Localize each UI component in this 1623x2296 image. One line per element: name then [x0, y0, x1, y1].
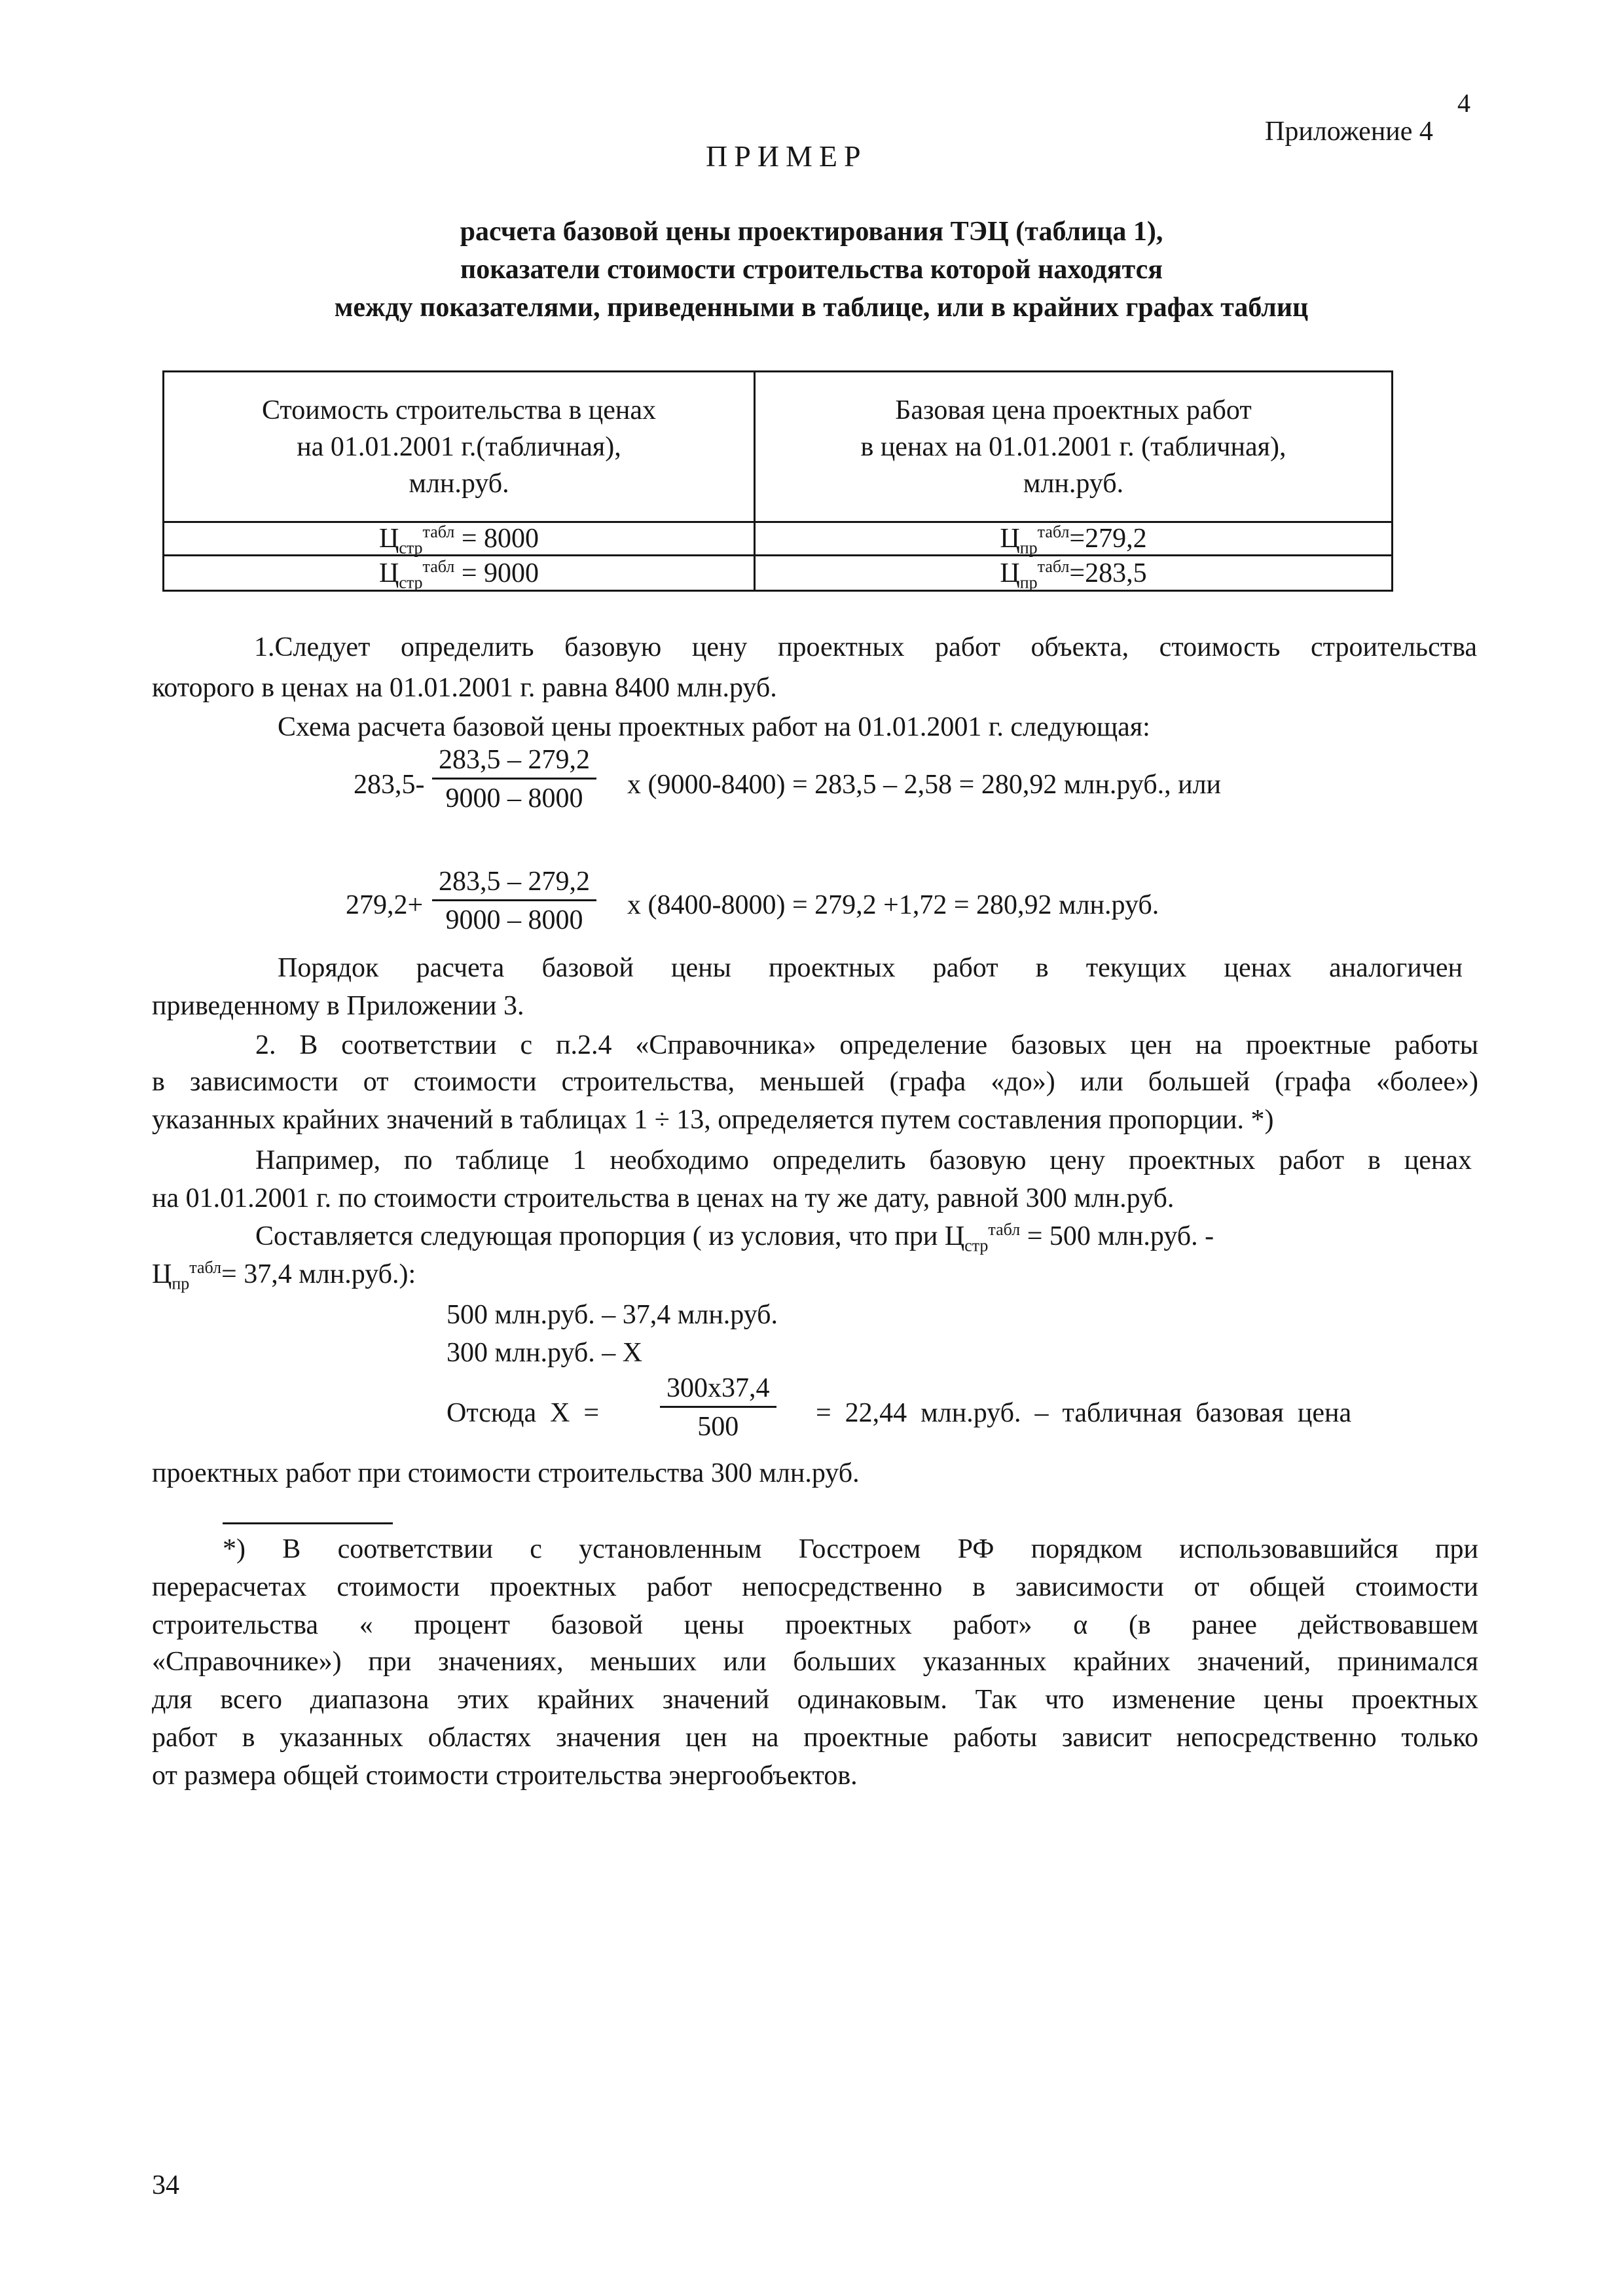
- paragraph-4-line-2: в зависимости от стоимости строительства, меньшей (графа «до») или большей (графа «более»): [152, 1067, 1478, 1097]
- subscript: пр: [172, 1274, 190, 1293]
- subtitle-line-1: расчета базовой цены проектирования ТЭЦ (таблица 1),: [460, 217, 1163, 247]
- page-title: ПРИМЕР: [706, 139, 867, 173]
- superscript: табл: [988, 1220, 1021, 1239]
- formula-3-result: = 22,44 млн.руб. – табличная базовая цена: [816, 1398, 1352, 1428]
- table-cell-cost: [164, 556, 755, 591]
- formula-2-numerator: 283,5 – 279,2: [432, 868, 596, 901]
- proportion-intro: Составляется следующая пропорция ( из условия, что при Ц: [255, 1221, 965, 1251]
- paragraph-6-line-2: [152, 1258, 416, 1293]
- footnote-divider: [223, 1522, 393, 1524]
- formula-2-denominator: 9000 – 8000: [445, 905, 583, 935]
- paragraph-4-line-3: указанных крайних значений в таблицах 1 ÷ 13, определяется путем составления пропорции. *): [152, 1105, 1274, 1135]
- formula-3-fraction: [660, 1374, 776, 1441]
- table-header-price: [755, 372, 1393, 522]
- footnote-line: строительства « процент базовой цены проектных работ» α (в ранее действовавшем: [152, 1610, 1478, 1640]
- paragraph-1-line-2: которого в ценах на 01.01.2001 г. равна 8400 млн.руб.: [152, 673, 777, 703]
- symbol: Ц: [152, 1259, 172, 1289]
- proportion-value: = 37,4 млн.руб.):: [221, 1259, 416, 1289]
- symbol: Ц: [378, 524, 399, 554]
- formula-3-denominator: 500: [697, 1412, 739, 1442]
- superscript: табл: [422, 556, 455, 576]
- subscript: пр: [1019, 538, 1038, 558]
- paragraph-2: Схема расчета базовой цены проектных работ на 01.01.2001 г. следующая:: [278, 712, 1150, 742]
- paragraph-1-line-1: 1.Следует определить базовую цену проектных работ объекта, стоимость строительства: [254, 632, 1477, 662]
- paragraph-6-line-1: [255, 1220, 1214, 1255]
- table-row: [164, 556, 1393, 591]
- corner-mark: 4: [1457, 88, 1470, 118]
- proportion-line-1: 500 млн.руб. – 37,4 млн.руб.: [447, 1300, 778, 1330]
- symbol: Ц: [378, 558, 399, 588]
- paragraph-4-line-1: 2. В соответствии с п.2.4 «Справочника» определение базовых цен на проектные работы: [255, 1030, 1478, 1060]
- formula-2-prefix: 279,2+: [346, 890, 424, 920]
- formula-3-numerator: 300х37,4: [660, 1374, 776, 1408]
- proportion-condition: = 500 млн.руб. -: [1027, 1221, 1214, 1251]
- paragraph-5-line-2: на 01.01.2001 г. по стоимости строительства в ценах на ту же дату, равной 300 млн.руб.: [152, 1183, 1175, 1213]
- footnote-line: перерасчетах стоимости проектных работ непосредственно в зависимости от общей стоимости: [152, 1572, 1478, 1602]
- paragraph-3-line-2: приведенному в Приложении 3.: [152, 991, 524, 1021]
- appendix-label: Приложение 4: [1265, 117, 1433, 147]
- table-row: [164, 522, 1393, 556]
- paragraph-5-line-1: Например, по таблице 1 необходимо определить базовую цену проектных работ в ценах: [255, 1145, 1472, 1175]
- cell-value: = 9000: [461, 558, 539, 588]
- formula-2-fraction: [432, 868, 596, 934]
- header-price-line: в ценах на 01.01.2001 г. (табличная),: [860, 431, 1286, 462]
- cell-value: = 8000: [461, 524, 539, 554]
- header-cost-line: Стоимость строительства в ценах: [261, 395, 657, 425]
- proportion-line-2: 300 млн.руб. – Х: [447, 1338, 643, 1368]
- superscript: табл: [1037, 556, 1070, 576]
- footnote-line: работ в указанных областях значения цен на проектные работы зависит непосредственно только: [152, 1723, 1478, 1753]
- superscript: табл: [422, 522, 455, 541]
- table-cell-cost: [164, 522, 755, 556]
- formula-3-prefix: Отсюда Х =: [447, 1398, 600, 1428]
- header-cost-line: млн.руб.: [409, 468, 509, 499]
- paragraph-3-line-1: Порядок расчета базовой цены проектных работ в текущих ценах аналогичен: [278, 953, 1463, 983]
- formula-1-numerator: 283,5 – 279,2: [432, 746, 596, 780]
- formula-1-denominator: 9000 – 8000: [445, 783, 583, 814]
- subscript: стр: [399, 538, 423, 558]
- table-header-row: [164, 372, 1393, 522]
- symbol: Ц: [1000, 524, 1020, 554]
- table-header-cost: [164, 372, 755, 522]
- formula-2-result: х (8400-8000) = 279,2 +1,72 = 280,92 млн.руб.: [627, 890, 1159, 920]
- footnote-line: от размера общей стоимости строительства энергообъектов.: [152, 1761, 858, 1791]
- formula-1-prefix: 283,5-: [354, 770, 425, 800]
- header-price-line: млн.руб.: [1023, 468, 1124, 499]
- cell-value: =279,2: [1069, 524, 1147, 554]
- subscript: пр: [1019, 572, 1038, 592]
- symbol: Ц: [1000, 558, 1020, 588]
- header-price-line: Базовая цена проектных работ: [895, 395, 1252, 425]
- page-number: 34: [152, 2170, 179, 2200]
- subtitle-line-3: между показателями, приведенными в таблице, или в крайних графах таблиц: [334, 293, 1309, 323]
- table-cell-price: [755, 522, 1393, 556]
- footnote-line: «Справочнике») при значениях, меньших или больших указанных крайних значений, принимался: [152, 1647, 1478, 1677]
- subscript: стр: [399, 572, 423, 592]
- header-cost-line: на 01.01.2001 г.(табличная),: [297, 431, 621, 462]
- superscript: табл: [189, 1258, 222, 1277]
- table-cell-price: [755, 556, 1393, 591]
- subtitle-line-2: показатели стоимости строительства которой находятся: [460, 255, 1163, 285]
- subscript: стр: [964, 1236, 989, 1255]
- price-table: [162, 370, 1393, 592]
- cell-value: =283,5: [1069, 558, 1147, 588]
- footnote-line: *) В соответствии с установленным Госстроем РФ порядком использовавшийся при: [223, 1534, 1478, 1564]
- paragraph-7: проектных работ при стоимости строительства 300 млн.руб.: [152, 1458, 860, 1488]
- footnote-line: для всего диапазона этих крайних значений одинаковым. Так что изменение цены проектных: [152, 1685, 1478, 1715]
- superscript: табл: [1037, 522, 1070, 541]
- formula-1-result: х (9000-8400) = 283,5 – 2,58 = 280,92 млн.руб., или: [627, 770, 1222, 800]
- formula-1-fraction: [432, 746, 596, 812]
